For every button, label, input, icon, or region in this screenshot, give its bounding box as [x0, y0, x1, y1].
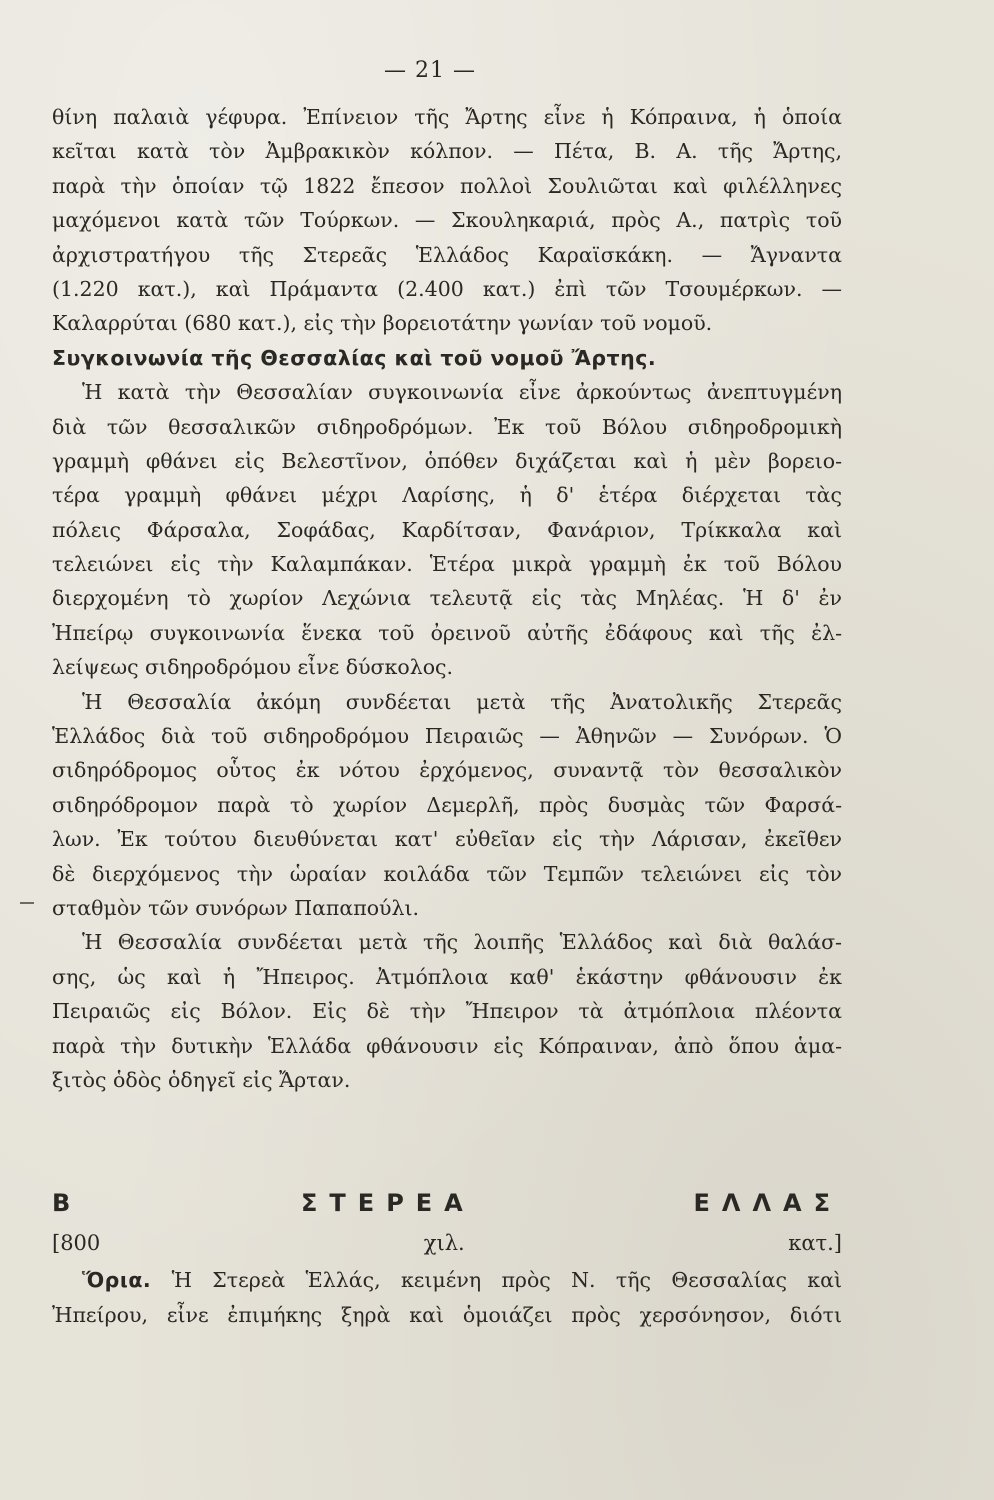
text-line: ξιτὸς ὁδὸς ὁδηγεῖ εἰς Ἄρταν. [52, 1067, 351, 1092]
paragraph-3 [52, 685, 842, 926]
text-line: Ἡ Θεσσαλία ἀκόμη συνδέεται μετὰ τῆς Ἀνατολικῆς Στερεᾶς [82, 689, 842, 714]
text-line: σταθμὸν τῶν συνόρων Παπαπούλι. [52, 895, 420, 920]
text-line: Ἠπείρῳ συγκοινωνία ἕνεκα τοῦ ὀρεινοῦ αὐτῆς ἐδάφους καὶ τῆς ἐλ- [52, 620, 842, 645]
text-line: σιδηρόδρομος οὗτος ἐκ νότου ἐρχόμενος, συναντᾷ τὸν θεσσαλικὸν [52, 758, 842, 783]
text-line: γραμμὴ φθάνει εἰς Βελεστῖνον, ὁπόθεν διχάζεται καὶ ἡ μὲν βορειο- [52, 448, 842, 473]
paragraph-5 [52, 1263, 842, 1332]
text-line: σης, ὡς καὶ ἡ Ἤπειρος. Ἀτμόπλοια καθ' ἑκάστην φθάνουσιν ἐκ [52, 964, 842, 989]
paragraph-4 [52, 925, 842, 1097]
text-fragment: Ἡ Στερεὰ Ἑλλάς, κειμένη πρὸς Ν. τῆς Θεσσαλίας καὶ [171, 1268, 842, 1293]
chapter-title: Β ΣΤΕΡΕΑ ΕΛΛΑΣ [52, 1189, 842, 1218]
text-line: Ἑλλάδος διὰ τοῦ σιδηροδρόμου Πειραιῶς — Ἀθηνῶν — Συνόρων. Ὁ [52, 724, 842, 749]
text-line: μαχόμενοι κατὰ τῶν Τούρκων. — Σκουληκαριά, πρὸς Α., πατρὶς τοῦ [52, 208, 842, 233]
text-line [52, 1263, 842, 1297]
text-line: θίνη παλαιὰ γέφυρα. Ἐπίνειον τῆς Ἄρτης εἶνε ἡ Κόπραινα, ἡ ὁποία [52, 105, 842, 129]
text-line: τελειώνει εἰς τὴν Καλαμπάκαν. Ἑτέρα μικρὰ γραμμὴ ἐκ τοῦ Βόλου [52, 552, 842, 577]
section-heading: Συγκοινωνία τῆς Θεσσαλίας καὶ τοῦ νομοῦ Ἄρτης. [52, 345, 657, 370]
section-gap [52, 1097, 842, 1169]
text-line: σιδηρόδρομον παρὰ τὸ χωρίον Δεμερλῆ, πρὸς δυσμὰς τῶν Φαρσά- [52, 792, 842, 817]
text-line: πόλεις Φάρσαλα, Σοφάδας, Καρδίτσαν, Φανάριον, Τρίκκαλα καὶ [52, 517, 842, 542]
text-line: δὲ διερχόμενος τὴν ὡραίαν κοιλάδα τῶν Τεμπῶν τελειώνει εἰς τὸν [52, 861, 842, 886]
chapter-subtitle: [800 χιλ. κατ.] [52, 1231, 842, 1256]
text-line: λείψεως σιδηροδρόμου εἶνε δύσκολος. [52, 655, 454, 680]
text-line: τέρα γραμμὴ φθάνει μέχρι Λαρίσης, ἡ δ' ἑτέρα διέρχεται τὰς [52, 483, 842, 508]
text-line: Πειραιῶς εἰς Βόλον. Εἰς δὲ τὴν Ἤπειρον τὰ ἀτμόπλοια πλέοντα [52, 999, 842, 1024]
paragraph-1 [52, 100, 842, 341]
paragraph-2 [52, 375, 842, 685]
text-line: (1.220 κατ.), καὶ Πράμαντα (2.400 κατ.) ἐπὶ τῶν Τσουμέρκων. — [52, 276, 842, 301]
text-line: Ἠπείρου, εἶνε ἐπιμήκης ξηρὰ καὶ ὁμοιάζει πρὸς χερσόνησον, διότι [52, 1302, 842, 1327]
text-line: ἀρχιστρατήγου τῆς Στερεᾶς Ἑλλάδος Καραϊσκάκη. — Ἄγναντα [52, 242, 842, 267]
text-line: παρὰ τὴν δυτικὴν Ἑλλάδα φθάνουσιν εἰς Κόπραιναν, ἀπὸ ὅπου ἁμα- [52, 1033, 842, 1058]
margin-mark [20, 902, 34, 904]
text-line: Ἡ Θεσσαλία συνδέεται μετὰ τῆς λοιπῆς Ἑλλάδος καὶ διὰ θαλάσ- [82, 930, 842, 955]
page-body [52, 100, 842, 1332]
text-line: λων. Ἐκ τούτου διευθύνεται κατ' εὐθεῖαν εἰς τὴν Λάρισαν, ἐκεῖθεν [52, 827, 842, 852]
subsection-label: Ὅρια. [82, 1268, 152, 1293]
text-line: διὰ τῶν θεσσαλικῶν σιδηροδρόμων. Ἐκ τοῦ Βόλου σιδηροδρομικὴ [52, 414, 842, 439]
text-line: παρὰ τὴν ὁποίαν τῷ 1822 ἔπεσον πολλοὶ Σουλιῶται καὶ φιλέλληνες [52, 173, 842, 198]
text-line: Καλαρρύται (680 κατ.), εἰς τὴν βορειοτάτην γωνίαν τοῦ νομοῦ. [52, 311, 713, 336]
text-line: κεῖται κατὰ τὸν Ἀμβρακικὸν κόλπον. — Πέτα, Β. Α. τῆς Ἄρτης, [52, 139, 842, 164]
page-number: — 21 — [384, 58, 476, 83]
text-line: διερχομένη τὸ χωρίον Λεχώνια τελευτᾷ εἰς τὰς Μηλέας. Ἡ δ' ἐν [52, 586, 842, 611]
text-line: Ἡ κατὰ τὴν Θεσσαλίαν συγκοινωνία εἶνε ἀρκούντως ἀνεπτυγμένη [82, 380, 842, 405]
